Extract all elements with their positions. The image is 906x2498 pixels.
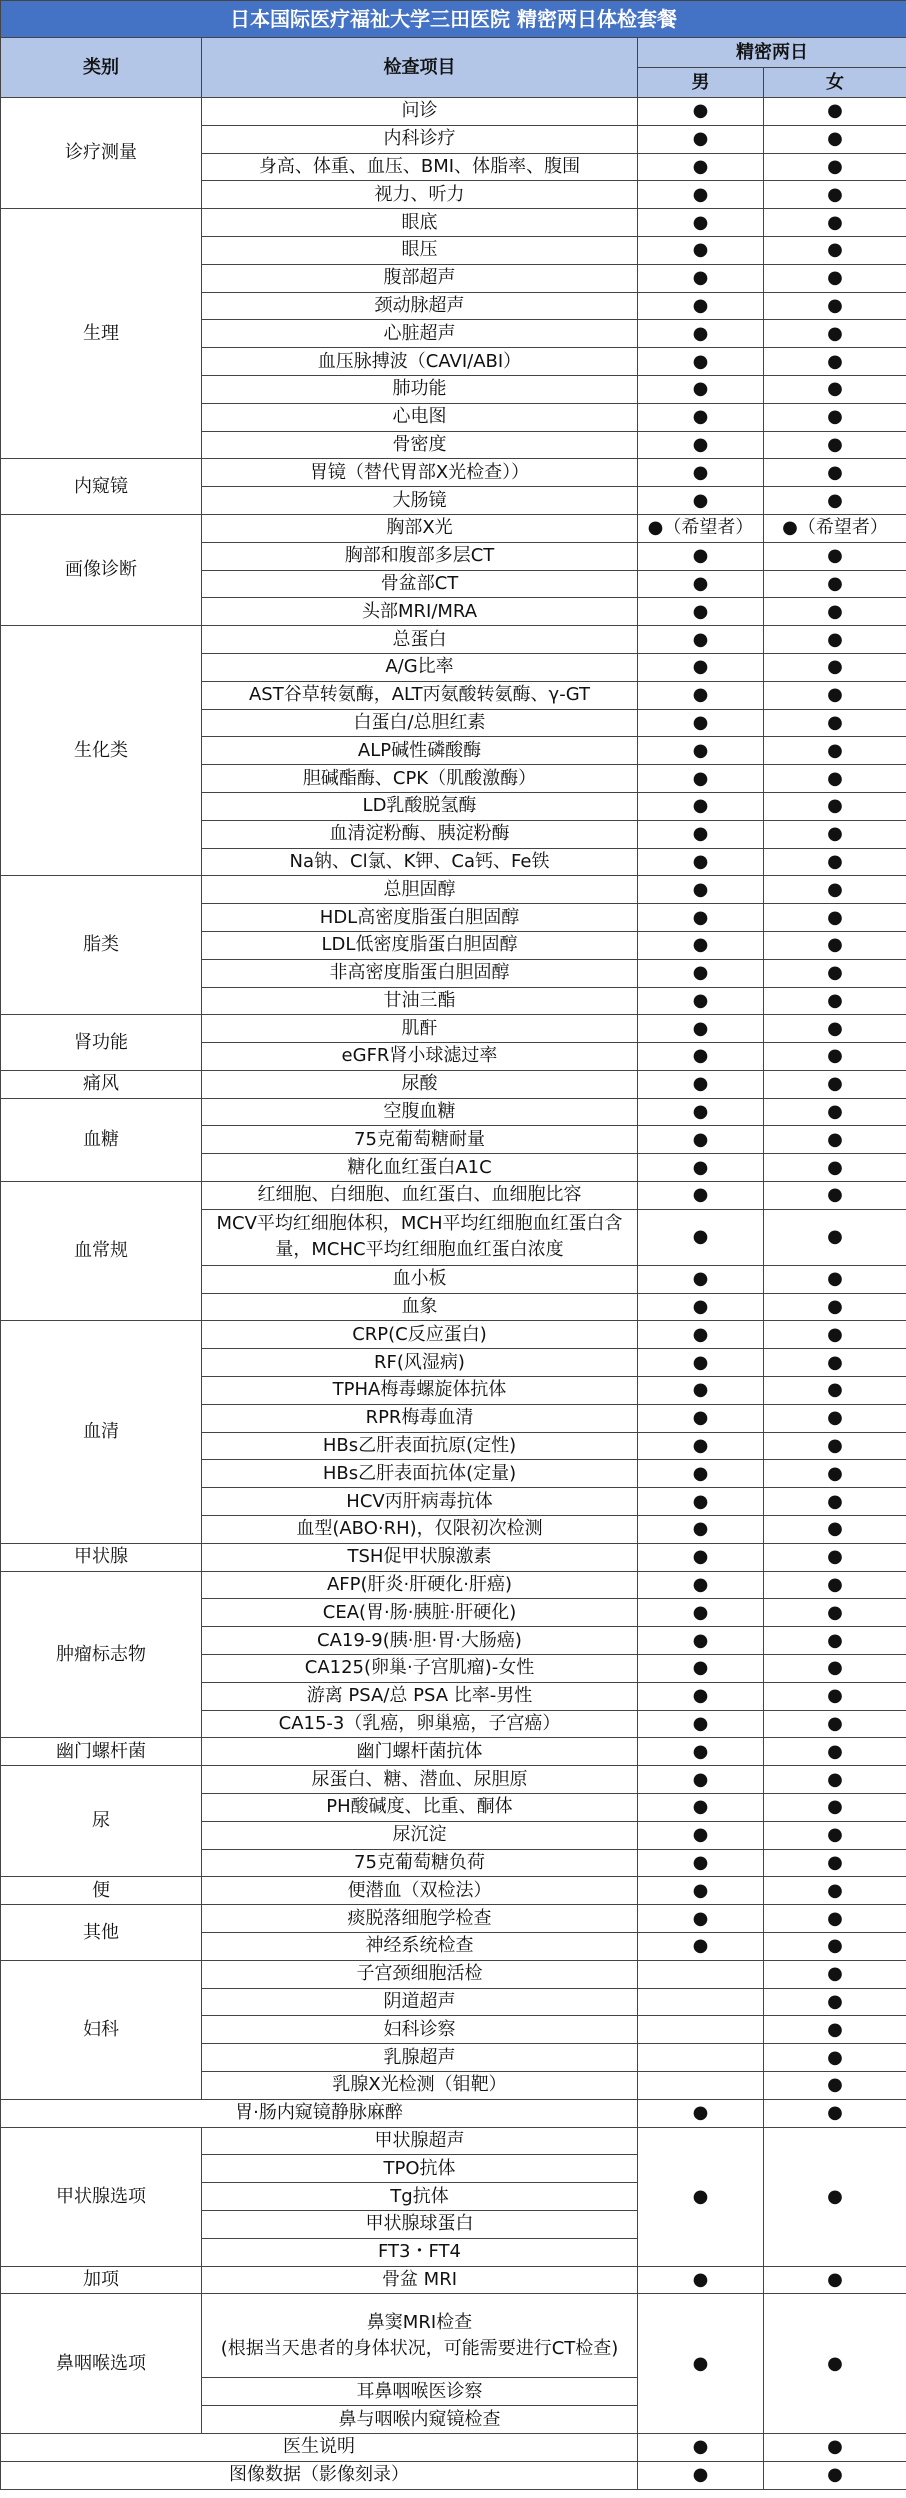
male-mark: ● bbox=[638, 1655, 764, 1683]
category-cell: 甲状腺 bbox=[1, 1543, 202, 1571]
male-mark: ● bbox=[638, 1182, 764, 1210]
category-cell: 甲状腺选项 bbox=[1, 2127, 202, 2266]
female-mark: ● bbox=[764, 931, 906, 959]
item-cell: 幽门螺杆菌抗体 bbox=[202, 1738, 638, 1766]
category-cell: 鼻咽喉选项 bbox=[1, 2294, 202, 2434]
table-row bbox=[1, 459, 906, 487]
male-mark: ● bbox=[638, 209, 764, 237]
male-mark bbox=[638, 2044, 764, 2072]
table-row bbox=[1, 1738, 906, 1766]
male-mark: ● bbox=[638, 681, 764, 709]
category-cell: 画像诊断 bbox=[1, 514, 202, 625]
female-mark: ● bbox=[764, 2266, 906, 2294]
female-mark: ● bbox=[764, 1821, 906, 1849]
female-mark: ● bbox=[764, 1905, 906, 1933]
table-row bbox=[1, 1070, 906, 1098]
female-mark: ● bbox=[764, 209, 906, 237]
item-cell: LDL低密度脂蛋白胆固醇 bbox=[202, 931, 638, 959]
table-row bbox=[1, 1543, 906, 1571]
item-cell: Tg抗体 bbox=[202, 2183, 638, 2211]
female-mark: ● bbox=[764, 2016, 906, 2044]
female-mark: ● bbox=[764, 737, 906, 765]
female-mark: ● bbox=[764, 653, 906, 681]
female-mark: ● bbox=[764, 987, 906, 1015]
footer-label: 医生说明 bbox=[1, 2433, 638, 2461]
male-mark bbox=[638, 1960, 764, 1988]
table-row bbox=[1, 1098, 906, 1126]
female-mark: ● bbox=[764, 264, 906, 292]
male-mark: ● bbox=[638, 1877, 764, 1905]
item-cell: 心脏超声 bbox=[202, 320, 638, 348]
male-mark: ● bbox=[638, 264, 764, 292]
item-cell: HBs乙肝表面抗体(定量) bbox=[202, 1460, 638, 1488]
female-mark: ● bbox=[764, 765, 906, 793]
item-cell: 乳腺超声 bbox=[202, 2044, 638, 2072]
male-mark: ● bbox=[638, 181, 764, 209]
female-mark: ● bbox=[764, 1516, 906, 1544]
female-mark: ● bbox=[764, 1015, 906, 1043]
table-row bbox=[1, 1905, 906, 1933]
table-row bbox=[1, 2294, 906, 2378]
item-cell: 胸部X光 bbox=[202, 514, 638, 542]
female-mark: ● bbox=[764, 848, 906, 876]
item-cell: 腹部超声 bbox=[202, 264, 638, 292]
male-mark bbox=[638, 1988, 764, 2016]
female-mark: ● bbox=[764, 1960, 906, 1988]
female-mark: ●（希望者） bbox=[764, 514, 906, 542]
table-row bbox=[1, 514, 906, 542]
item-cell: 眼压 bbox=[202, 236, 638, 264]
category-cell: 血常规 bbox=[1, 1182, 202, 1321]
table-row bbox=[1, 1321, 906, 1349]
female-mark: ● bbox=[764, 2127, 906, 2266]
male-mark: ● bbox=[638, 1126, 764, 1154]
male-mark: ● bbox=[638, 2127, 764, 2266]
item-cell: CA125(卵巢·子宫肌瘤)-女性 bbox=[202, 1655, 638, 1683]
item-cell: 神经系统检查 bbox=[202, 1933, 638, 1961]
female-mark: ● bbox=[764, 1098, 906, 1126]
item-cell: 空腹血糖 bbox=[202, 1098, 638, 1126]
category-cell: 诊疗测量 bbox=[1, 98, 202, 209]
category-cell: 生化类 bbox=[1, 626, 202, 876]
table-title: 日本国际医疗福祉大学三田医院 精密两日体检套餐 bbox=[1, 1, 906, 38]
item-cell: TPHA梅毒螺旋体抗体 bbox=[202, 1377, 638, 1405]
category-cell: 生理 bbox=[1, 209, 202, 459]
item-cell: 肺功能 bbox=[202, 375, 638, 403]
female-mark: ● bbox=[764, 1209, 906, 1265]
male-mark: ● bbox=[638, 320, 764, 348]
item-cell: 胸部和腹部多层CT bbox=[202, 542, 638, 570]
male-mark: ● bbox=[638, 2294, 764, 2434]
item-cell: 血小板 bbox=[202, 1265, 638, 1293]
category-cell: 加项 bbox=[1, 2266, 202, 2294]
male-mark: ● bbox=[638, 542, 764, 570]
male-mark: ● bbox=[638, 2461, 764, 2489]
female-mark: ● bbox=[764, 320, 906, 348]
male-mark: ● bbox=[638, 987, 764, 1015]
category-cell: 妇科 bbox=[1, 1960, 202, 2099]
female-mark: ● bbox=[764, 1571, 906, 1599]
female-mark: ● bbox=[764, 1404, 906, 1432]
header-item: 检查项目 bbox=[202, 38, 638, 98]
item-cell: 眼底 bbox=[202, 209, 638, 237]
female-mark: ● bbox=[764, 1154, 906, 1182]
female-mark: ● bbox=[764, 2294, 906, 2434]
item-cell: 血型(ABO·RH)，仅限初次检测 bbox=[202, 1516, 638, 1544]
item-cell: ALP碱性磷酸酶 bbox=[202, 737, 638, 765]
item-cell: HBs乙肝表面抗原(定性) bbox=[202, 1432, 638, 1460]
item-cell: 头部MRI/MRA bbox=[202, 598, 638, 626]
table-row bbox=[1, 1960, 906, 1988]
item-cell: 子宫颈细胞活检 bbox=[202, 1960, 638, 1988]
male-mark: ●（希望者） bbox=[638, 514, 764, 542]
female-mark: ● bbox=[764, 959, 906, 987]
female-mark: ● bbox=[764, 1933, 906, 1961]
male-mark: ● bbox=[638, 959, 764, 987]
category-cell: 脂类 bbox=[1, 876, 202, 1015]
female-mark: ● bbox=[764, 1543, 906, 1571]
item-cell: CEA(胃·肠·胰脏·肝硬化) bbox=[202, 1599, 638, 1627]
item-cell: 大肠镜 bbox=[202, 487, 638, 515]
item-cell: 尿酸 bbox=[202, 1070, 638, 1098]
male-mark: ● bbox=[638, 236, 764, 264]
item-cell: 阴道超声 bbox=[202, 1988, 638, 2016]
male-mark: ● bbox=[638, 1432, 764, 1460]
item-cell: 痰脱落细胞学检查 bbox=[202, 1905, 638, 1933]
item-cell: 75克葡萄糖负荷 bbox=[202, 1849, 638, 1877]
female-mark: ● bbox=[764, 1182, 906, 1210]
item-cell: 尿沉淀 bbox=[202, 1821, 638, 1849]
female-mark: ● bbox=[764, 542, 906, 570]
category-cell: 尿 bbox=[1, 1766, 202, 1877]
female-mark: ● bbox=[764, 98, 906, 126]
female-mark: ● bbox=[764, 375, 906, 403]
male-mark: ● bbox=[638, 1349, 764, 1377]
item-cell: AST谷草转氨酶，ALT丙氨酸转氨酶、γ-GT bbox=[202, 681, 638, 709]
table-row bbox=[1, 626, 906, 654]
male-mark: ● bbox=[638, 1710, 764, 1738]
male-mark: ● bbox=[638, 1794, 764, 1822]
male-mark: ● bbox=[638, 1404, 764, 1432]
male-mark: ● bbox=[638, 1098, 764, 1126]
female-mark: ● bbox=[764, 1265, 906, 1293]
male-mark: ● bbox=[638, 375, 764, 403]
item-cell: 血压脉搏波（CAVI/ABI） bbox=[202, 348, 638, 376]
female-mark: ● bbox=[764, 681, 906, 709]
category-cell: 肿瘤标志物 bbox=[1, 1571, 202, 1738]
item-cell: 视力、听力 bbox=[202, 181, 638, 209]
header-female: 女 bbox=[764, 68, 906, 98]
female-mark: ● bbox=[764, 431, 906, 459]
item-cell: RF(风湿病) bbox=[202, 1349, 638, 1377]
male-mark bbox=[638, 2071, 764, 2099]
female-mark: ● bbox=[764, 1877, 906, 1905]
female-mark: ● bbox=[764, 1293, 906, 1321]
table-row bbox=[1, 1015, 906, 1043]
item-cell: 75克葡萄糖耐量 bbox=[202, 1126, 638, 1154]
item-cell: 乳腺X光检测（钼靶） bbox=[202, 2071, 638, 2099]
item-cell: HDL高密度脂蛋白胆固醇 bbox=[202, 904, 638, 932]
female-mark: ● bbox=[764, 236, 906, 264]
male-mark: ● bbox=[638, 876, 764, 904]
item-cell: TPO抗体 bbox=[202, 2155, 638, 2183]
header-male: 男 bbox=[638, 68, 764, 98]
item-cell: MCV平均红细胞体积，MCH平均红细胞血红蛋白含量，MCHC平均红细胞血红蛋白浓度 bbox=[202, 1209, 638, 1265]
sedation-label: 胃·肠内窥镜静脉麻醉 bbox=[1, 2099, 638, 2127]
female-mark: ● bbox=[764, 2071, 906, 2099]
item-cell: 鼻与咽喉内窥镜检查 bbox=[202, 2406, 638, 2434]
male-mark: ● bbox=[638, 1849, 764, 1877]
item-cell: 身高、体重、血压、BMI、体脂率、腹围 bbox=[202, 153, 638, 181]
male-mark: ● bbox=[638, 153, 764, 181]
female-mark: ● bbox=[764, 1655, 906, 1683]
item-cell: 白蛋白/总胆红素 bbox=[202, 709, 638, 737]
item-cell: 鼻窦MRI检查 (根据当天患者的身体状况，可能需要进行CT检查) bbox=[202, 2294, 638, 2378]
male-mark: ● bbox=[638, 1905, 764, 1933]
header-plan: 精密两日 bbox=[638, 38, 906, 68]
female-mark: ● bbox=[764, 1682, 906, 1710]
male-mark: ● bbox=[638, 598, 764, 626]
male-mark: ● bbox=[638, 125, 764, 153]
male-mark: ● bbox=[638, 765, 764, 793]
male-mark: ● bbox=[638, 1933, 764, 1961]
male-mark: ● bbox=[638, 431, 764, 459]
item-cell: 耳鼻咽喉医诊察 bbox=[202, 2378, 638, 2406]
male-mark: ● bbox=[638, 1154, 764, 1182]
male-mark: ● bbox=[638, 487, 764, 515]
male-mark: ● bbox=[638, 1265, 764, 1293]
table-row bbox=[1, 1766, 906, 1794]
male-mark: ● bbox=[638, 1460, 764, 1488]
table-row bbox=[1, 209, 906, 237]
male-mark: ● bbox=[638, 820, 764, 848]
category-cell: 痛风 bbox=[1, 1070, 202, 1098]
item-cell: FT3・FT4 bbox=[202, 2238, 638, 2266]
item-cell: CRP(C反应蛋白) bbox=[202, 1321, 638, 1349]
item-cell: AFP(肝炎·肝硬化·肝癌) bbox=[202, 1571, 638, 1599]
male-mark: ● bbox=[638, 1209, 764, 1265]
male-mark: ● bbox=[638, 1821, 764, 1849]
female-mark: ● bbox=[764, 820, 906, 848]
female-mark: ● bbox=[764, 459, 906, 487]
female-mark: ● bbox=[764, 792, 906, 820]
male-mark: ● bbox=[638, 292, 764, 320]
table-row bbox=[1, 1877, 906, 1905]
item-cell: 甲状腺超声 bbox=[202, 2127, 638, 2155]
female-mark: ● bbox=[764, 1738, 906, 1766]
male-mark: ● bbox=[638, 98, 764, 126]
male-mark: ● bbox=[638, 1682, 764, 1710]
male-mark: ● bbox=[638, 1766, 764, 1794]
category-cell: 幽门螺杆菌 bbox=[1, 1738, 202, 1766]
item-cell: 血象 bbox=[202, 1293, 638, 1321]
male-mark: ● bbox=[638, 737, 764, 765]
female-mark: ● bbox=[764, 2044, 906, 2072]
header-category: 类别 bbox=[1, 38, 202, 98]
footer-row bbox=[1, 2433, 906, 2461]
female-mark: ● bbox=[764, 292, 906, 320]
table-row bbox=[1, 2127, 906, 2155]
female-mark: ● bbox=[764, 2433, 906, 2461]
item-cell: 游离 PSA/总 PSA 比率-男性 bbox=[202, 1682, 638, 1710]
sedation-row bbox=[1, 2099, 906, 2127]
male-mark: ● bbox=[638, 1599, 764, 1627]
item-cell: Na钠、Cl氯、K钾、Ca钙、Fe铁 bbox=[202, 848, 638, 876]
male-mark: ● bbox=[638, 1627, 764, 1655]
female-mark: ● bbox=[764, 1988, 906, 2016]
male-mark bbox=[638, 2016, 764, 2044]
male-mark: ● bbox=[638, 1043, 764, 1071]
male-mark: ● bbox=[638, 1488, 764, 1516]
item-cell: 内科诊疗 bbox=[202, 125, 638, 153]
item-cell: 肌酐 bbox=[202, 1015, 638, 1043]
item-cell: 总胆固醇 bbox=[202, 876, 638, 904]
item-cell: 总蛋白 bbox=[202, 626, 638, 654]
item-cell: 甘油三酯 bbox=[202, 987, 638, 1015]
female-mark: ● bbox=[764, 626, 906, 654]
male-mark: ● bbox=[638, 570, 764, 598]
item-cell: A/G比率 bbox=[202, 653, 638, 681]
addon-row bbox=[1, 2266, 906, 2294]
item-cell: 胃镜（替代胃部X光检查）） bbox=[202, 459, 638, 487]
female-mark: ● bbox=[764, 709, 906, 737]
male-mark: ● bbox=[638, 626, 764, 654]
male-mark: ● bbox=[638, 931, 764, 959]
category-cell: 血清 bbox=[1, 1321, 202, 1543]
male-mark: ● bbox=[638, 1571, 764, 1599]
female-mark: ● bbox=[764, 348, 906, 376]
category-cell: 血糖 bbox=[1, 1098, 202, 1181]
male-mark: ● bbox=[638, 1377, 764, 1405]
male-mark: ● bbox=[638, 653, 764, 681]
male-mark: ● bbox=[638, 1321, 764, 1349]
female-mark: ● bbox=[764, 876, 906, 904]
category-cell: 其他 bbox=[1, 1905, 202, 1961]
male-mark: ● bbox=[638, 1293, 764, 1321]
item-cell: 尿蛋白、糖、潜血、尿胆原 bbox=[202, 1766, 638, 1794]
male-mark: ● bbox=[638, 1543, 764, 1571]
item-cell: eGFR肾小球滤过率 bbox=[202, 1043, 638, 1071]
category-cell: 内窥镜 bbox=[1, 459, 202, 515]
male-mark: ● bbox=[638, 459, 764, 487]
male-mark: ● bbox=[638, 904, 764, 932]
female-mark: ● bbox=[764, 598, 906, 626]
item-cell: 骨盆部CT bbox=[202, 570, 638, 598]
female-mark: ● bbox=[764, 487, 906, 515]
female-mark: ● bbox=[764, 403, 906, 431]
item-cell: 颈动脉超声 bbox=[202, 292, 638, 320]
female-mark: ● bbox=[764, 153, 906, 181]
male-mark: ● bbox=[638, 1015, 764, 1043]
item-cell: 非高密度脂蛋白胆固醇 bbox=[202, 959, 638, 987]
female-mark: ● bbox=[764, 904, 906, 932]
male-mark: ● bbox=[638, 348, 764, 376]
female-mark: ● bbox=[764, 1432, 906, 1460]
category-cell: 肾功能 bbox=[1, 1015, 202, 1071]
male-mark: ● bbox=[638, 792, 764, 820]
female-mark: ● bbox=[764, 1488, 906, 1516]
male-mark: ● bbox=[638, 2433, 764, 2461]
male-mark: ● bbox=[638, 1516, 764, 1544]
male-mark: ● bbox=[638, 848, 764, 876]
item-cell: 胆碱酯酶、CPK（肌酸激酶） bbox=[202, 765, 638, 793]
item-cell: 骨盆 MRI bbox=[202, 2266, 638, 2294]
footer-row bbox=[1, 2461, 906, 2489]
category-cell: 便 bbox=[1, 1877, 202, 1905]
table-row bbox=[1, 1182, 906, 1210]
female-mark: ● bbox=[764, 1627, 906, 1655]
female-mark: ● bbox=[764, 2461, 906, 2489]
item-cell: 骨密度 bbox=[202, 431, 638, 459]
female-mark: ● bbox=[764, 570, 906, 598]
item-cell: HCV丙肝病毒抗体 bbox=[202, 1488, 638, 1516]
male-mark: ● bbox=[638, 709, 764, 737]
table-row bbox=[1, 876, 906, 904]
male-mark: ● bbox=[638, 1738, 764, 1766]
item-cell: 问诊 bbox=[202, 98, 638, 126]
female-mark: ● bbox=[764, 1043, 906, 1071]
female-mark: ● bbox=[764, 1070, 906, 1098]
female-mark: ● bbox=[764, 2099, 906, 2127]
item-cell: 妇科诊察 bbox=[202, 2016, 638, 2044]
table-row bbox=[1, 1571, 906, 1599]
female-mark: ● bbox=[764, 1321, 906, 1349]
female-mark: ● bbox=[764, 1460, 906, 1488]
item-cell: PH酸碱度、比重、酮体 bbox=[202, 1794, 638, 1822]
female-mark: ● bbox=[764, 1599, 906, 1627]
male-mark: ● bbox=[638, 1070, 764, 1098]
item-cell: 便潜血（双检法） bbox=[202, 1877, 638, 1905]
item-cell: CA19-9(胰·胆·胃·大肠癌) bbox=[202, 1627, 638, 1655]
female-mark: ● bbox=[764, 1126, 906, 1154]
item-cell: RPR梅毒血清 bbox=[202, 1404, 638, 1432]
item-cell: 糖化血红蛋白A1C bbox=[202, 1154, 638, 1182]
item-cell: 心电图 bbox=[202, 403, 638, 431]
female-mark: ● bbox=[764, 1766, 906, 1794]
item-cell: TSH促甲状腺激素 bbox=[202, 1543, 638, 1571]
female-mark: ● bbox=[764, 1710, 906, 1738]
female-mark: ● bbox=[764, 1349, 906, 1377]
female-mark: ● bbox=[764, 1794, 906, 1822]
item-cell: CA15-3（乳癌，卵巢癌，子宫癌） bbox=[202, 1710, 638, 1738]
female-mark: ● bbox=[764, 181, 906, 209]
item-cell: LD乳酸脱氢酶 bbox=[202, 792, 638, 820]
female-mark: ● bbox=[764, 125, 906, 153]
female-mark: ● bbox=[764, 1849, 906, 1877]
male-mark: ● bbox=[638, 2099, 764, 2127]
male-mark: ● bbox=[638, 403, 764, 431]
item-cell: 甲状腺球蛋白 bbox=[202, 2210, 638, 2238]
item-cell: 血清淀粉酶、胰淀粉酶 bbox=[202, 820, 638, 848]
item-cell: 红细胞、白细胞、血红蛋白、血细胞比容 bbox=[202, 1182, 638, 1210]
footer-label: 图像数据（影像刻录） bbox=[1, 2461, 638, 2489]
female-mark: ● bbox=[764, 1377, 906, 1405]
male-mark: ● bbox=[638, 2266, 764, 2294]
table-row bbox=[1, 98, 906, 126]
